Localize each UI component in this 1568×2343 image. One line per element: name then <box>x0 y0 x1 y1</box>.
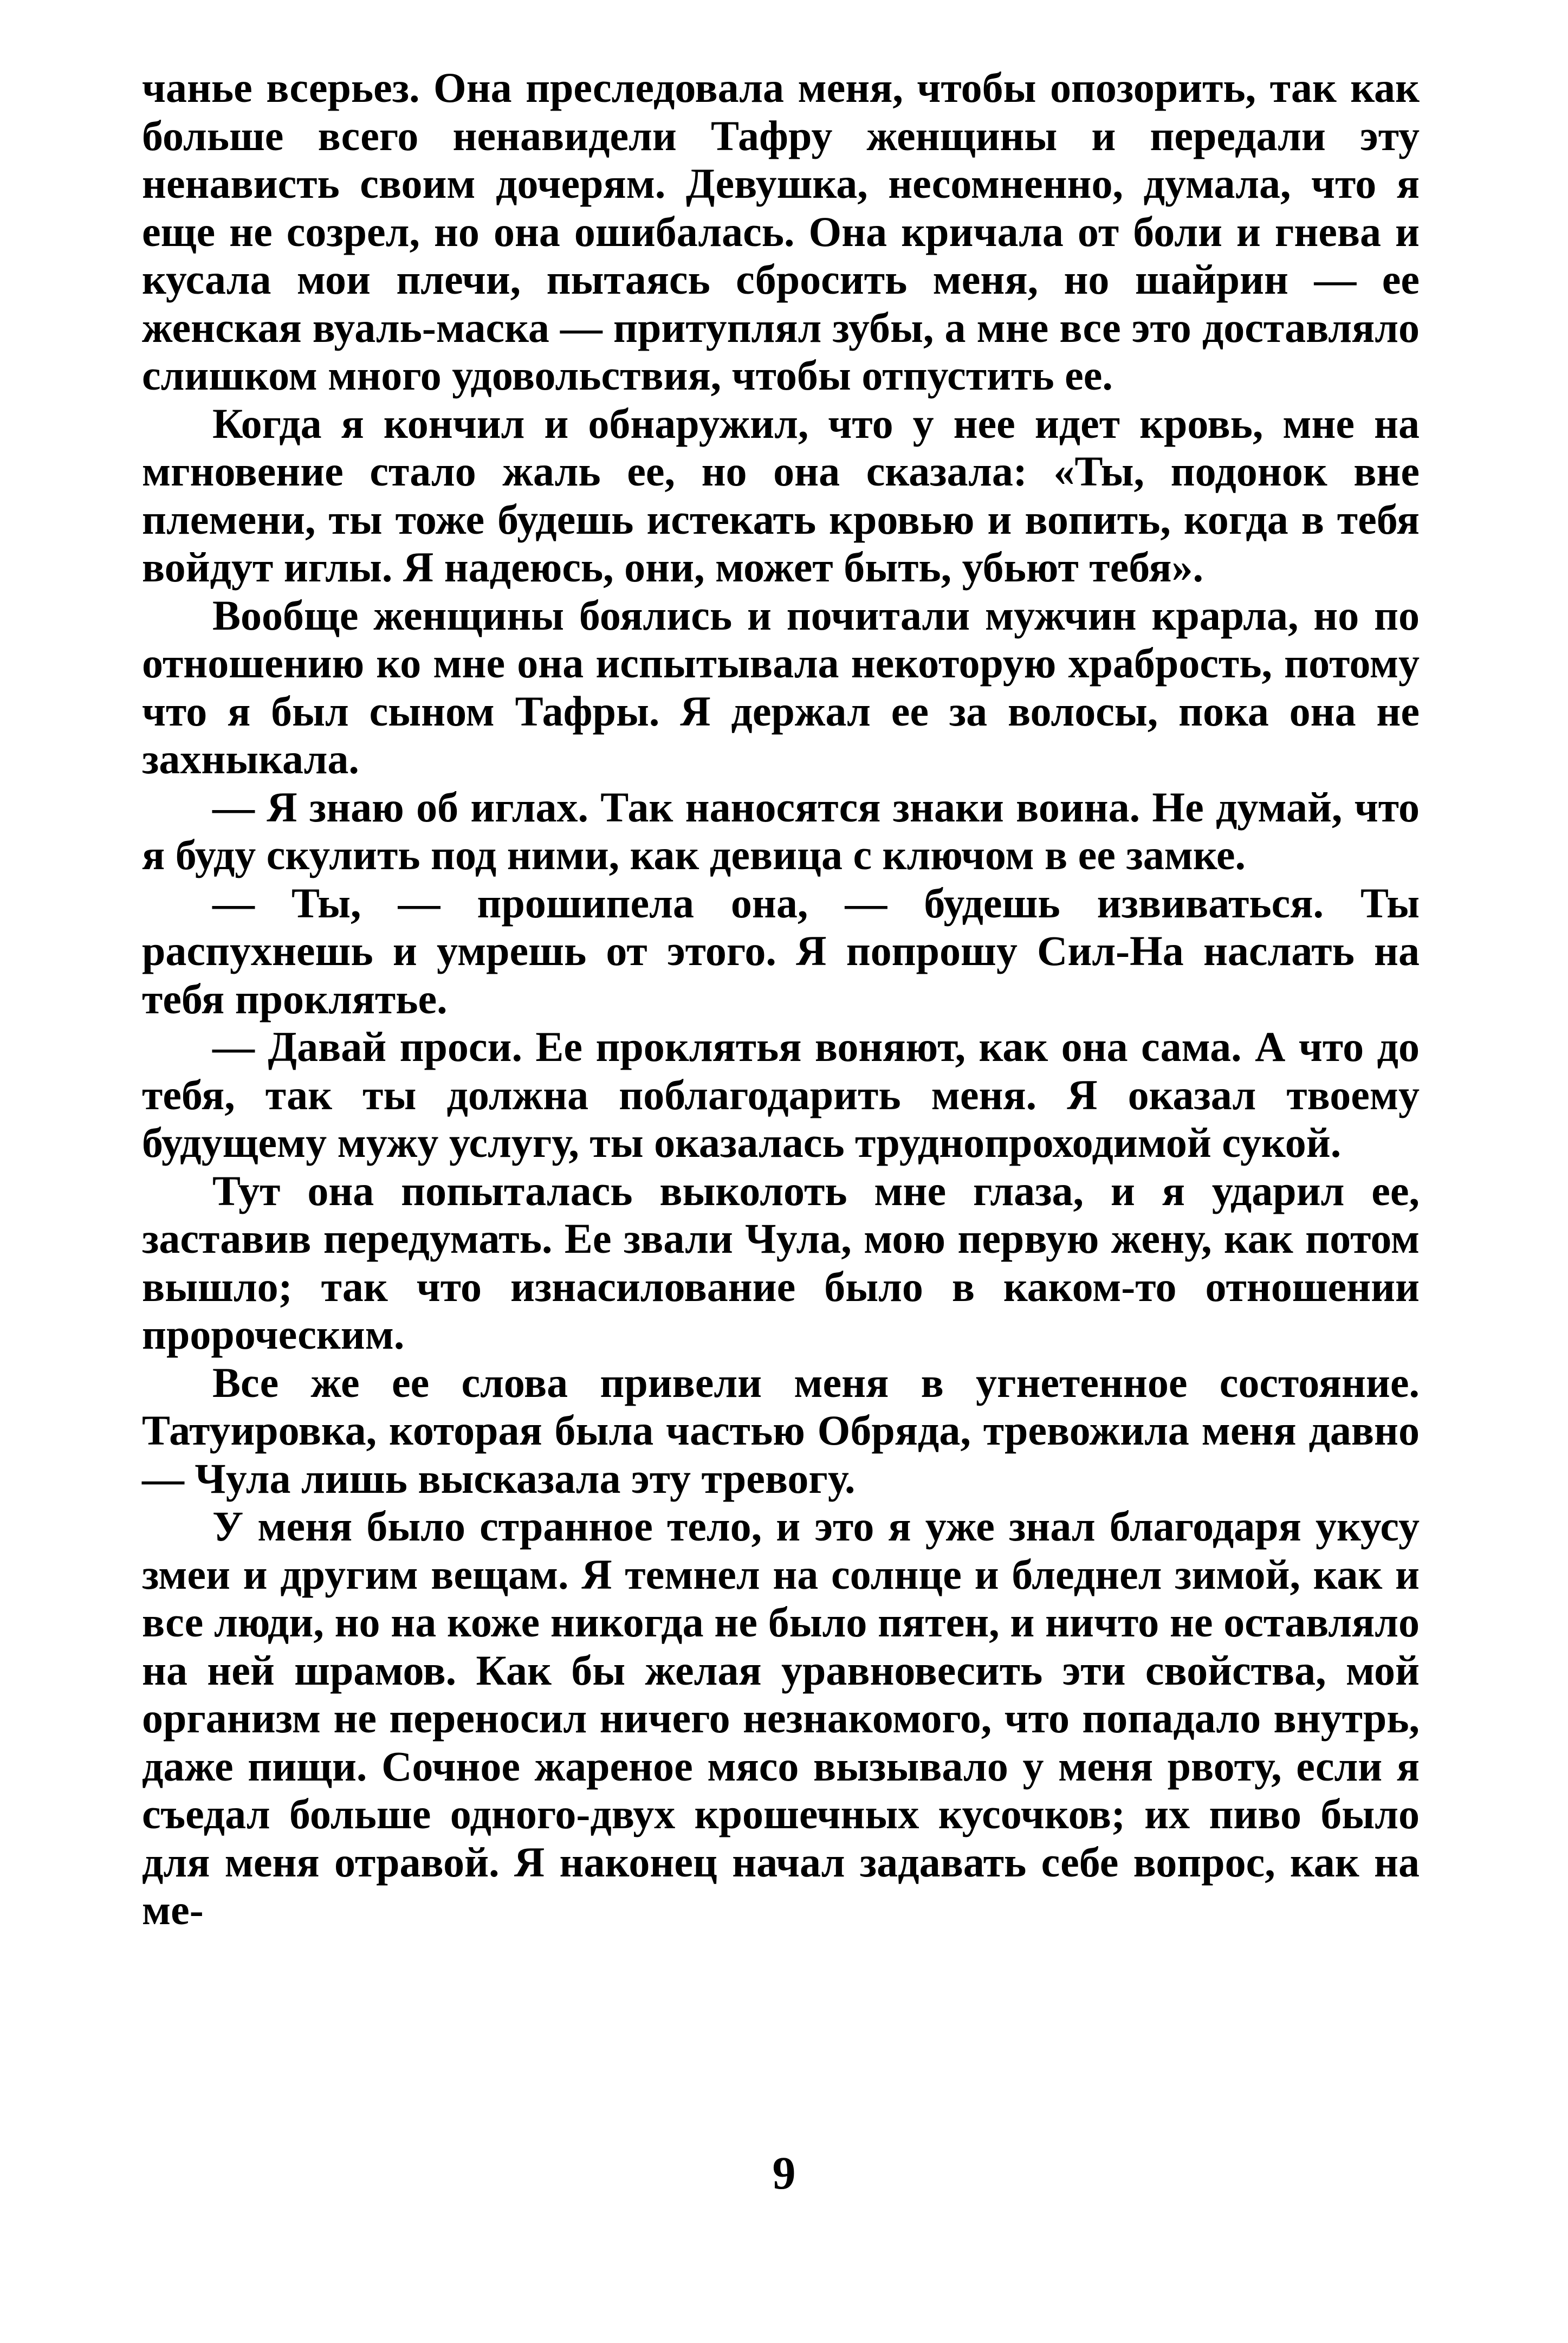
paragraph: Все же ее слова привели меня в угнетенное состояние. Татуировка, которая была частью Обряда, тревожила меня давно — Чула лишь высказала эту тревогу. <box>142 1358 1420 1502</box>
body-text <box>142 64 1420 1934</box>
paragraph: Тут она попыталась выколоть мне глаза, и я ударил ее, заставив передумать. Ее звали Чула, мою первую жену, как потом вышло; так что изнасилование было в каком-то отношении пророческим. <box>142 1167 1420 1358</box>
paragraph: чанье всерьез. Она преследовала меня, чтобы опозорить, так как больше всего ненавидели Тафру женщины и передали эту ненависть своим дочерям. Девушка, несомненно, думала, что я еще не созрел, но она ошибалась. Она кричала от боли и гнева и кусала мои плечи, пытаясь сбросить меня, но шайрин — ее женская вуаль-маска — притуплял зубы, а мне все это доставляло слишком много удовольствия, чтобы отпустить ее. <box>142 64 1420 399</box>
page-number: 9 <box>772 2147 796 2199</box>
dialogue-paragraph: — Ты, — прошипела она, — будешь извиваться. Ты распухнешь и умрешь от этого. Я попрошу Сил-На наслать на тебя проклятье. <box>142 879 1420 1022</box>
dialogue-paragraph: — Я знаю об иглах. Так наносятся знаки воина. Не думай, что я буду скулить под ними, как девица с ключом в ее замке. <box>142 783 1420 878</box>
paragraph: Когда я кончил и обнаружил, что у нее идет кровь, мне на мгновение стало жаль ее, но она сказала: «Ты, подонок вне племени, ты тоже будешь истекать кровью и вопить, когда в тебя войдут иглы. Я надеюсь, они, может быть, убьют тебя». <box>142 399 1420 591</box>
dialogue-paragraph: — Давай проси. Ее проклятья воняют, как она сама. А что до тебя, так ты должна поблагодарить меня. Я оказал твоему будущему мужу услугу, ты оказалась труднопроходимой сукой. <box>142 1023 1420 1166</box>
paragraph: У меня было странное тело, и это я уже знал благодаря укусу змеи и другим вещам. Я темнел на солнце и бледнел зимой, как и все люди, но на коже никогда не было пятен, и ничто не оставляло на ней шрамов. Как бы желая уравновесить эти свойства, мой организм не переносил ничего незнакомого, что попадало внутрь, даже пищи. Сочное жареное мясо вызывало у меня рвоту, если я съедал больше одного-двух крошечных кусочков; их пиво было для меня отравой. Я наконец начал задавать себе вопрос, как на ме- <box>142 1503 1420 1933</box>
paragraph: Вообще женщины боялись и почитали мужчин крарла, но по отношению ко мне она испытывала некоторую храбрость, потому что я был сыном Тафры. Я держал ее за волосы, пока она не захныкала. <box>142 591 1420 782</box>
